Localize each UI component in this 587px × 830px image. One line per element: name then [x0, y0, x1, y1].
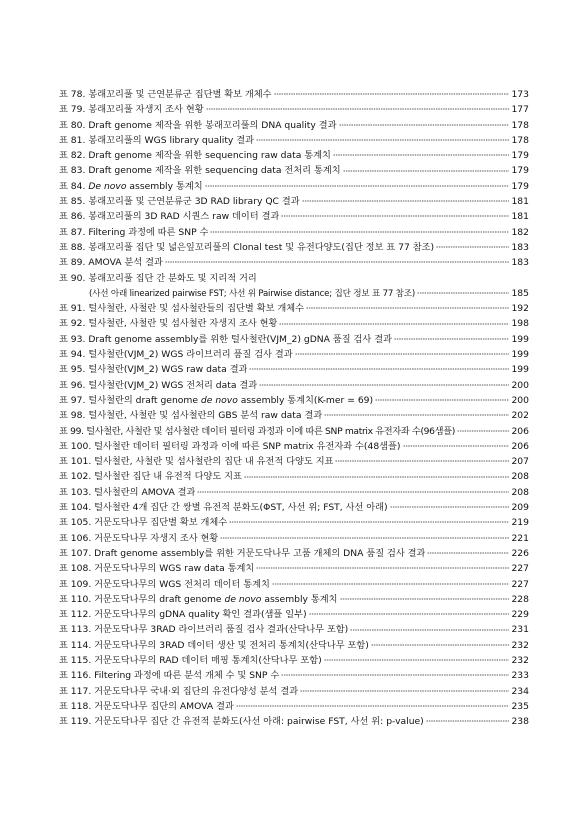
toc-entry-label: 표 96. 털사철란(VJM_2) WGS 전처리 data 결과 — [59, 379, 258, 391]
toc-entry-page-number: 179 — [511, 180, 529, 192]
toc-entry-label: 표 90. 봉래꼬리풀 집단 간 분화도 및 지리적 거리 — [59, 272, 257, 284]
toc-entry-label: 표 98. 털사철란, 사철란 및 섬사철란의 GBS 분석 raw data 결과 — [59, 410, 323, 422]
dot-leader — [256, 563, 509, 571]
toc-entry[interactable] — [59, 653, 529, 668]
toc-entry-label: 표 109. 거문도닥나무의 WGS 전처리 데이터 통계치 — [59, 578, 270, 590]
toc-entry-label-prefix: 표 110. 거문도닥나무의 draft genome — [59, 593, 225, 605]
toc-entry-page-number: 219 — [511, 517, 529, 529]
toc-entry-label-suffix: assembly 통계치 — [126, 180, 203, 192]
toc-entry[interactable] — [59, 607, 529, 622]
toc-entry-label: 표 119. 거문도닥나무 집단 간 유전적 분화도(사선 아래: pairwise FST, 사선 위: p-value) — [59, 716, 424, 728]
toc-entry-page-number: 206 — [511, 425, 529, 437]
dot-leader — [206, 104, 510, 112]
toc-entry[interactable] — [59, 393, 529, 408]
toc-entry-page-number: 202 — [511, 410, 529, 422]
toc-entry[interactable] — [59, 714, 529, 729]
dot-leader — [324, 410, 509, 418]
toc-entry-page-number: 207 — [511, 456, 529, 468]
dot-leader — [249, 364, 509, 372]
toc-entry-page-number: 199 — [511, 333, 529, 345]
toc-entry-page-number: 227 — [511, 578, 529, 590]
toc-entry-page-number: 234 — [511, 685, 529, 697]
toc-entry-label-prefix: 표 97. 털사철란의 draft genome — [59, 394, 201, 406]
toc-entry-label: 표 81. 봉래꼬리풀의 WGS library quality 결과 — [59, 134, 255, 146]
toc-entry[interactable] — [59, 424, 529, 439]
toc-entry-label: 표 89. AMOVA 분석 결과 — [59, 257, 163, 269]
toc-entry-label: 표 108. 거문도닥나무의 WGS raw data 통계치 — [59, 563, 255, 575]
toc-entry-page-number: 231 — [511, 624, 529, 636]
dot-leader — [324, 655, 510, 663]
toc-entry-label: 표 83. Draft genome 제작을 위한 sequencing data 전처리 통계치 — [59, 165, 341, 177]
dot-leader — [340, 594, 510, 602]
toc-entry-label: 표 106. 거문도닥나무 자생지 조사 현황 — [59, 532, 219, 544]
toc-entry-page-number: 178 — [511, 134, 529, 146]
toc-entry-label-italic: de novo — [200, 394, 238, 406]
toc-entry-label-suffix: assembly 통계치(K-mer = 69) — [237, 394, 374, 406]
toc-entry-page-number: 200 — [511, 379, 529, 391]
toc-entry[interactable] — [59, 577, 529, 592]
toc-entry-label: 표 107. Draft genome assembly를 위한 거문도닥나무 고품 개체의 DNA 품질 검사 결과 — [59, 547, 426, 559]
toc-entry[interactable] — [59, 133, 529, 148]
toc-entry[interactable] — [59, 194, 529, 209]
toc-entry[interactable] — [59, 362, 529, 377]
toc-entry-page-number: 198 — [511, 318, 529, 330]
toc-entry-label: 표 88. 봉래꼬리풀 집단 및 넓은잎꼬리풀의 Clonal test 및 유전다양도(집단 정보 표 77 참조) — [59, 241, 435, 253]
toc-entry-label: 표 104. 털사철란 4개 집단 간 쌍별 유전적 분화도(ΦST, 사선 위; FST, 사선 아래) — [59, 502, 388, 514]
toc-entry-label: 표 116. Filtering 과정에 따른 분석 개체 수 및 SNP 수 — [59, 670, 280, 682]
toc-entry-label: 표 93. Draft genome assembly를 위한 털사철란(VJM_2) gDNA 품질 검사 결과 — [59, 333, 392, 345]
dot-leader — [427, 548, 509, 556]
toc-entry-label-prefix: 표 84. — [59, 180, 89, 192]
toc-entry-label: 표 115. 거문도닥나무의 RAD 데이터 매핑 통계치(산닥나무 포함) — [59, 654, 322, 666]
dot-leader — [210, 226, 509, 234]
toc-entry[interactable] — [59, 515, 529, 530]
dot-leader — [403, 441, 510, 449]
dot-leader — [335, 456, 509, 464]
toc-entry-label — [59, 393, 373, 408]
dot-leader — [279, 318, 509, 326]
toc-entry-page-number: 199 — [511, 364, 529, 376]
toc-entry[interactable] — [59, 179, 529, 194]
toc-entry-label: 표 87. Filtering 과정에 따른 SNP 수 — [59, 226, 209, 238]
toc-entry-label: 표 82. Draft genome 제작을 위한 sequencing raw data 통계치 — [59, 150, 331, 162]
toc-entry-label: 표 94. 털사철란(VJM_2) WGS 라이브러리 품질 검사 결과 — [59, 349, 293, 361]
toc-entry[interactable] — [59, 622, 529, 637]
toc-entry[interactable] — [59, 301, 529, 316]
toc-entry-page-number: 177 — [511, 104, 529, 116]
toc-entry[interactable] — [59, 469, 529, 484]
toc-entry-page-number: 208 — [511, 486, 529, 498]
toc-entry-label: 표 100. 털사철란 데이터 필터링 과정과 이에 따른 SNP matrix 유전자좌 수(48샘플) — [59, 440, 401, 452]
toc-entry-page-number: 208 — [511, 471, 529, 483]
dot-leader — [309, 609, 510, 617]
toc-entry-page-number: 229 — [511, 609, 529, 621]
toc-entry-label: 표 78. 봉래꼬리풀 및 근연분류군 집단별 확보 개체수 — [59, 89, 272, 100]
toc-entry-label: 표 79. 봉래꼬리풀 자생지 조사 현황 — [59, 104, 204, 116]
toc-entry[interactable] — [59, 546, 529, 561]
toc-entry-page-number: 209 — [511, 502, 529, 514]
toc-entry[interactable] — [59, 500, 529, 515]
toc-entry-page-number: 173 — [511, 89, 529, 100]
dot-leader — [274, 89, 510, 97]
dot-leader — [272, 578, 510, 586]
toc-entry-page-number: 221 — [511, 532, 529, 544]
dot-leader — [457, 425, 510, 433]
toc-entry-label: 표 95. 털사철란(VJM_2) WGS raw data 결과 — [59, 364, 248, 376]
toc-entry-page-number: 192 — [511, 303, 529, 315]
toc-entry-label: 표 117. 거문도닥나무 국내·외 집단의 유전다양성 분석 결과 — [59, 685, 299, 697]
toc-entry[interactable] — [59, 209, 529, 224]
dot-leader — [343, 165, 510, 173]
toc-entry-label: 표 113. 거문도닥나무 3RAD 라이브러리 품질 검사 결과(산닥나무 포함) — [59, 624, 349, 636]
toc-entry-label: 표 91. 털사철란, 사철란 및 섬사철란들의 집단별 확보 개체수 — [59, 303, 305, 315]
toc-entry-label: 표 103. 털사철란의 AMOVA 결과 — [59, 486, 196, 498]
toc-entry[interactable] — [59, 316, 529, 331]
toc-entry-page-number: 227 — [511, 563, 529, 575]
toc-entry-label — [59, 179, 203, 194]
dot-leader — [236, 701, 510, 709]
dot-leader — [244, 471, 510, 479]
toc-entry-page-number: 199 — [511, 349, 529, 361]
table-of-contents — [59, 87, 529, 729]
toc-entry-page-number: 182 — [511, 226, 529, 238]
toc-entry-label: 표 99. 털사철란, 사철란 및 섬사철란 데이터 필터링 과정과 이에 따른 SNP matrix 유전자좌 수(96샘플) — [59, 425, 455, 437]
toc-entry-page-number: 185 — [511, 287, 529, 299]
toc-entry[interactable] — [59, 668, 529, 683]
toc-entry-label: 표 118. 거문도닥나무 집단의 AMOVA 결과 — [59, 700, 234, 712]
toc-entry[interactable] — [59, 684, 529, 699]
dot-leader — [390, 502, 510, 510]
toc-entry-page-number: 233 — [511, 670, 529, 682]
toc-entry[interactable] — [59, 454, 529, 469]
dot-leader — [350, 624, 509, 632]
toc-entry-page-number: 183 — [511, 257, 529, 269]
toc-entry[interactable] — [59, 561, 529, 576]
dot-leader — [256, 135, 509, 143]
dot-leader — [371, 639, 510, 647]
dot-leader — [436, 242, 509, 250]
dot-leader — [333, 150, 510, 158]
dot-leader — [426, 716, 510, 724]
toc-entry-label: 표 101. 털사철란, 사철란 및 섬사철란의 집단 내 유전적 다양도 지표 — [59, 456, 334, 468]
toc-entry[interactable] — [59, 638, 529, 653]
toc-entry-page-number: 238 — [511, 716, 529, 728]
dot-leader — [165, 257, 510, 265]
toc-entry[interactable] — [59, 699, 529, 714]
toc-entry-page-number: 181 — [511, 196, 529, 208]
dot-leader — [281, 670, 509, 678]
toc-entry[interactable] — [59, 531, 529, 546]
toc-entry-label: 표 80. Draft genome 제작을 위한 봉래꼬리풀의 DNA quality 결과 — [59, 119, 337, 131]
toc-entry-page-number: 178 — [511, 119, 529, 131]
toc-entry[interactable] — [59, 286, 529, 301]
dot-leader — [295, 349, 510, 357]
toc-entry-label-italic: de novo — [224, 593, 262, 605]
dot-leader — [339, 119, 510, 127]
dot-leader — [375, 395, 509, 403]
toc-entry[interactable] — [59, 255, 529, 270]
toc-entry-page-number: 206 — [511, 440, 529, 452]
dot-leader — [302, 196, 510, 204]
toc-entry[interactable] — [59, 102, 529, 117]
dot-leader — [205, 181, 510, 189]
toc-entry[interactable] — [59, 347, 529, 362]
toc-entry[interactable] — [59, 592, 529, 607]
toc-entry-page-number: 179 — [511, 165, 529, 177]
dot-leader — [417, 288, 509, 296]
toc-entry-label — [59, 592, 338, 607]
dot-leader — [259, 379, 509, 387]
toc-entry-label: 표 114. 거문도닥나무의 3RAD 데이터 생산 및 전처리 통계치(산닥나무 포함) — [59, 639, 369, 651]
toc-entry[interactable] — [59, 332, 529, 347]
toc-entry-label: 표 105. 거문도닥나무 집단별 확보 개체수 — [59, 517, 228, 529]
toc-entry-page-number: 183 — [511, 241, 529, 253]
dot-leader — [220, 532, 509, 540]
toc-entry-label-italic: De novo — [88, 180, 127, 192]
toc-entry-label: 표 86. 봉래꼬리풀의 3D RAD 시퀀스 raw 데이터 결과 — [59, 211, 280, 223]
toc-entry-page-number: 200 — [511, 394, 529, 406]
toc-entry[interactable] — [59, 378, 529, 393]
dot-leader — [394, 333, 509, 341]
toc-entry-page-number: 179 — [511, 150, 529, 162]
toc-entry-label: 표 102. 털사철란 집단 내 유전적 다양도 지표 — [59, 471, 242, 483]
toc-entry[interactable] — [59, 240, 529, 255]
toc-entry[interactable] — [59, 271, 529, 286]
toc-entry-label: 표 92. 털사철란, 사철란 및 섬사철란 자생지 조사 현황 — [59, 318, 278, 330]
toc-entry[interactable] — [59, 485, 529, 500]
toc-entry-page-number: 232 — [511, 639, 529, 651]
toc-entry[interactable] — [59, 439, 529, 454]
toc-entry-label: 표 85. 봉래꼬리풀 및 근연분류군 3D RAD library QC 결과 — [59, 196, 300, 208]
toc-entry-page-number: 228 — [511, 593, 529, 605]
dot-leader — [281, 211, 509, 219]
dot-leader — [197, 486, 509, 494]
toc-entry-page-number: 235 — [511, 700, 529, 712]
toc-entry[interactable] — [59, 87, 529, 102]
toc-entry-page-number: 226 — [511, 547, 529, 559]
toc-entry-page-number: 232 — [511, 654, 529, 666]
toc-entry-label: (사선 아래 linearized pairwise FST; 사선 위 Pairwise distance; 집단 정보 표 77 참조) — [89, 288, 416, 299]
toc-entry-label-suffix: assembly 통계치 — [261, 593, 338, 605]
dot-leader — [306, 303, 509, 311]
toc-entry[interactable] — [59, 225, 529, 240]
toc-entry-label: 표 112. 거문도닥나무의 gDNA quality 확인 결과(샘플 일부) — [59, 609, 307, 621]
dot-leader — [229, 517, 509, 525]
dot-leader — [300, 685, 509, 693]
toc-entry[interactable] — [59, 163, 529, 178]
toc-entry-page-number: 181 — [511, 211, 529, 223]
toc-entry[interactable] — [59, 408, 529, 423]
toc-entry[interactable] — [59, 118, 529, 133]
toc-entry[interactable] — [59, 148, 529, 163]
